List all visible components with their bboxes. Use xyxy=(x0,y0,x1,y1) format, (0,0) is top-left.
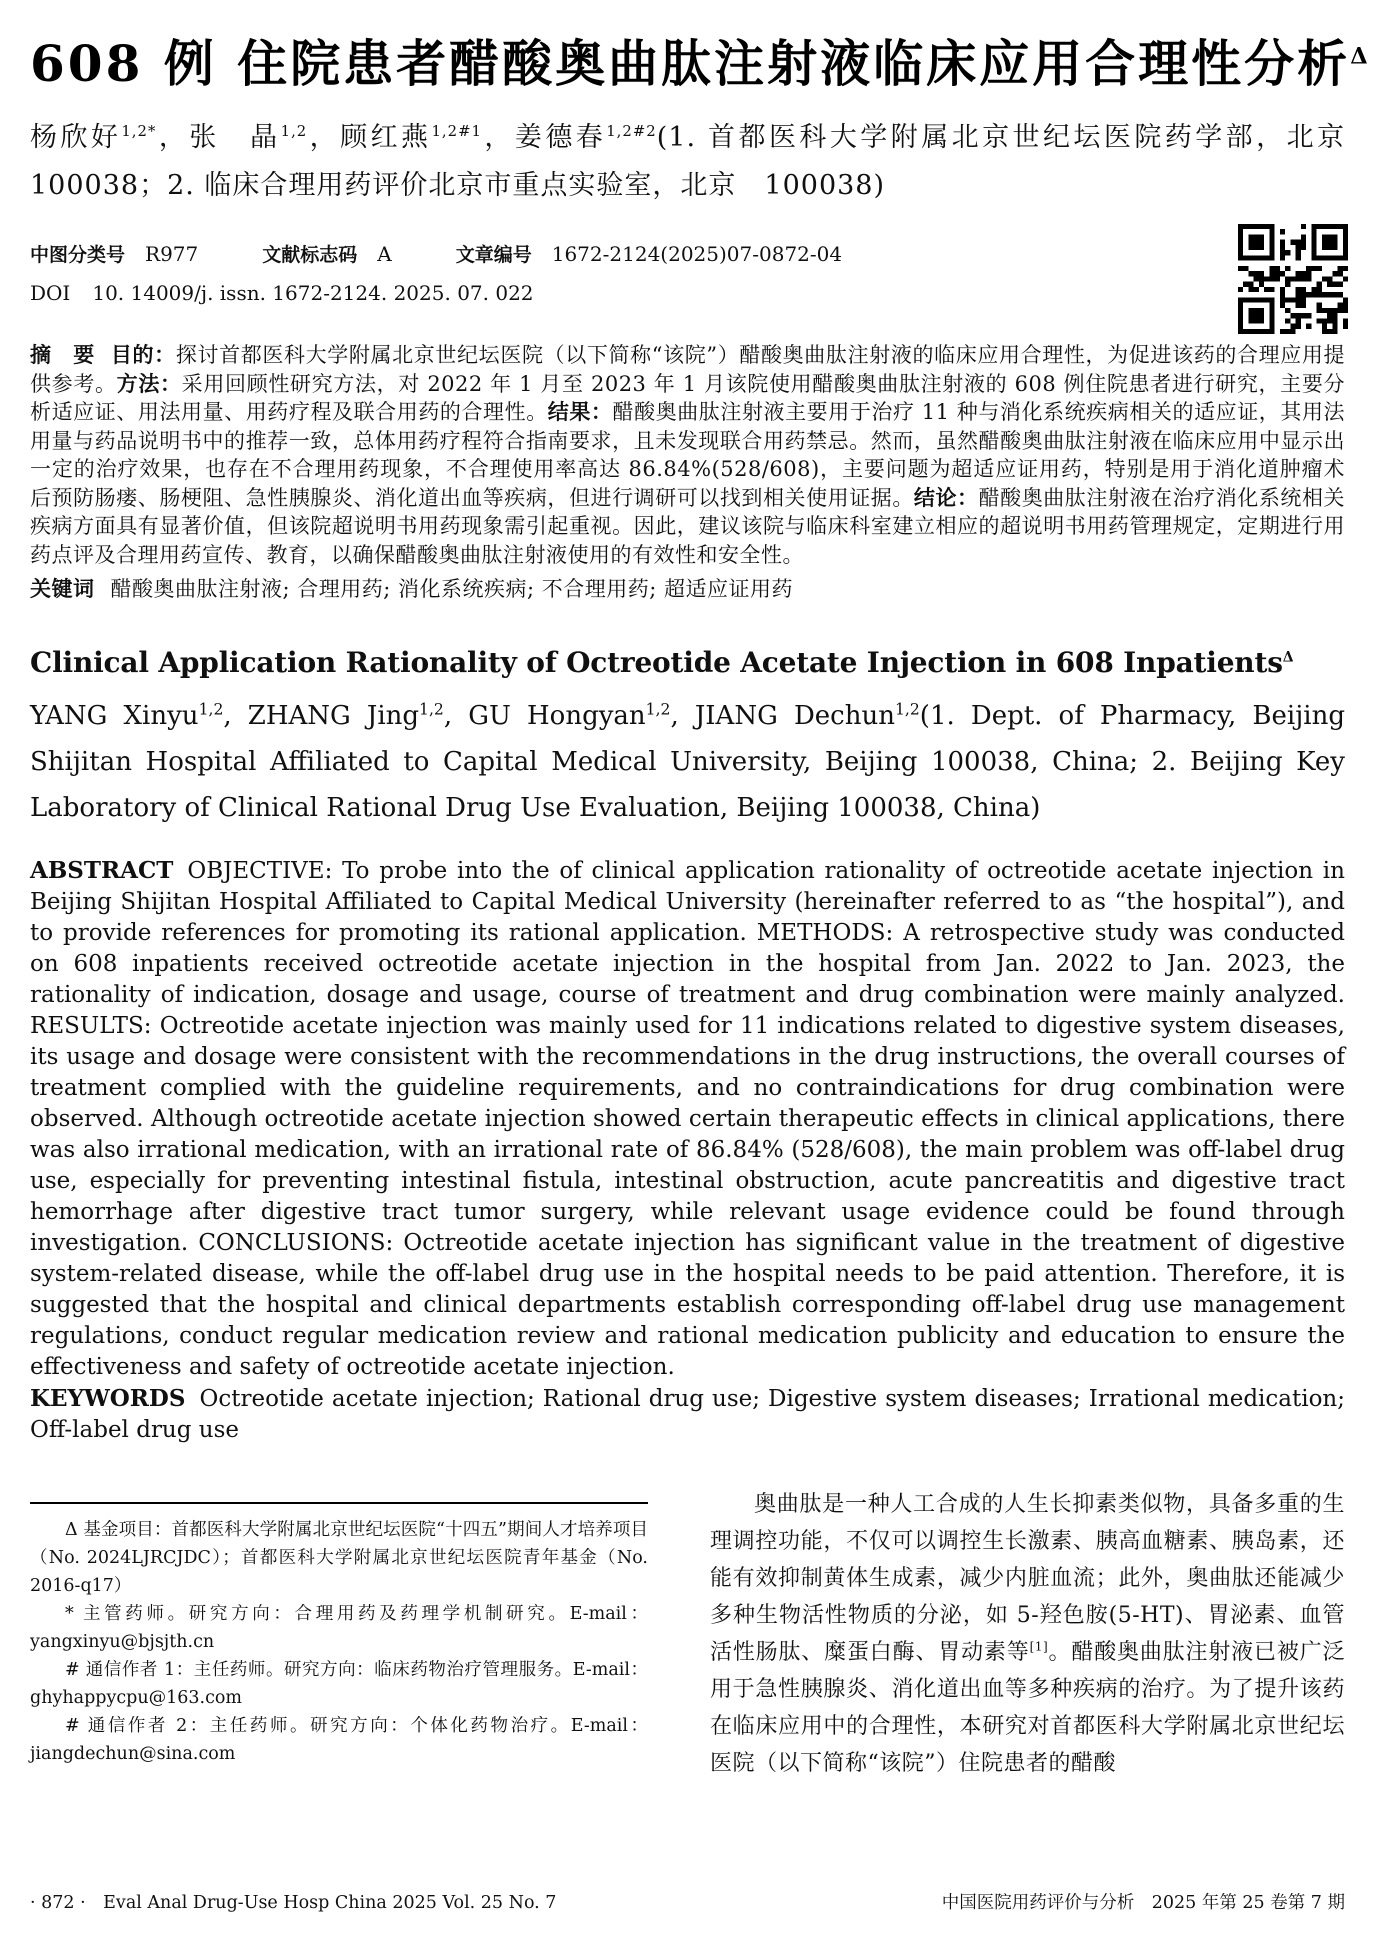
footer-left-journal-en: · 872 · Eval Anal Drug-Use Hosp China 2025 Vol. 25 No. 7 xyxy=(30,1893,557,1913)
abstract-objective-head: 目的： xyxy=(110,343,176,367)
abstract-cn-label: 摘 要 xyxy=(30,343,95,367)
abstract-en-objective-text: To probe into the of clinical application rationality of octreotide acetate injection in Beijing Shijitan Hospital Affiliated to Capital Medical University (hereinafter referred to as “the hospital”), and to provide references for promoting its rational application. xyxy=(30,858,1345,946)
article-title-cn-text: 608 例 住院患者醋酸奥曲肽注射液临床应用合理性分析 xyxy=(30,34,1351,93)
author-en-3: GU Hongyan$^{1,2}$ xyxy=(468,700,671,731)
footnote-corresponding-author-1: # 通信作者 1：主任药师。研究方向：临床药物治疗管理服务。E-mail：ghyhappycpu@163.com xyxy=(30,1660,648,1708)
footnote-first-author: * 主管药师。研究方向：合理用药及药理学机制研究。E-mail：yangxinyu@bjsjth.cn xyxy=(30,1604,648,1652)
doi-value: 10. 14009/j. issn. 1672-2124. 2025. 07. 022 xyxy=(92,281,534,305)
keywords-en-label: KEYWORDS xyxy=(30,1385,186,1412)
keywords-cn xyxy=(30,574,1345,604)
abstract-en xyxy=(30,855,1345,1383)
author-delim: ， xyxy=(481,122,515,153)
bottom-two-column-section xyxy=(30,1486,1345,1782)
footnote-fund-project: Δ 基金项目：首都医科大学附属北京世纪坛医院“十四五”期间人才培养项目（No. 2024LJRCJDC）；首都医科大学附属北京世纪坛医院青年基金（No. 2016-q17） xyxy=(30,1520,648,1596)
abstract-en-methods-text: A retrospective study was conducted on 608 inpatients received octreotide acetate injection in the hospital from Jan. 2022 to Jan. 2023, the rationality of indication, dosage and usage, course of treatment and drug combination were mainly analyzed. xyxy=(30,920,1345,1008)
abstract-conclusion-head: 结论： xyxy=(913,485,979,510)
author-delim: ， xyxy=(307,122,341,153)
title-fund-marker: Δ xyxy=(1350,43,1371,70)
keywords-cn-label: 关键词 xyxy=(30,577,95,601)
abstract-en-results-text: Octreotide acetate injection was mainly used for 11 indications related to digestive system diseases, its usage and dosage were consistent with the recommendations in the drug instructions, the overall courses of treatment complied with the guideline requirements, and no contraindications for drug combination were observed. Although octreotide acetate injection showed certain therapeutic effects in clinical applications, there was also irrational medication, with an irrational rate of 86.84% (528/608), the main problem was off-label drug use, especially for preventing intestinal fistula, intestinal obstruction, acute pancreatitis and digestive tract hemorrhage after digestive tract tumor surgery, while relevant usage evidence could be found through investigation. xyxy=(30,1013,1345,1256)
affiliation-cn: (1. 首都医科大学附属北京世纪坛医院药学部，北京 100038；2. 临床合理用药评价北京市重点实验室，北京 100038) xyxy=(30,122,1374,201)
author-en-2: ZHANG Jing$^{1,2}$ xyxy=(247,700,444,731)
author-cn-1: 杨欣好$^{1,2*}$ xyxy=(30,122,157,153)
author-cn-4: 姜德春$^{1,2\#2}$ xyxy=(514,122,657,153)
article-no-group xyxy=(456,240,842,267)
doc-code-group xyxy=(262,240,391,267)
intro-column xyxy=(710,1486,1345,1782)
abstract-objective-text: 探讨首都医科大学附属北京世纪坛医院（以下简称“该院”）醋酸奥曲肽注射液的临床应用合理性，为促进该药的合理应用提供参考。 xyxy=(30,343,1346,396)
abstract-en-results-head: RESULTS: xyxy=(30,1013,160,1039)
title-en-fund-marker: Δ xyxy=(1282,649,1294,666)
footnote-divider-rule xyxy=(30,1502,648,1504)
article-title-en: Clinical Application Rationality of Octreotide Acetate Injection in 608 Inpatients$^\Delta$ xyxy=(30,646,1294,679)
abstract-conclusion-text: 醋酸奥曲肽注射液在治疗消化系统相关疾病方面具有显著价值，但该院超说明书用药现象需引起重视。因此，建议该院与临床科室建立相应的超说明书用药管理规定，定期进行用药点评及合理用药宣传、教育，以确保醋酸奥曲肽注射液使用的有效性和安全性。 xyxy=(30,485,1346,567)
doi-label: DOI xyxy=(30,281,71,305)
qr-code-image xyxy=(1238,224,1348,334)
keywords-cn-text: 醋酸奥曲肽注射液; 合理用药; 消化系统疾病; 不合理用药; 超适应证用药 xyxy=(110,577,793,601)
clc-label: 中图分类号 xyxy=(30,244,126,266)
abstract-en-methods-head: METHODS: xyxy=(756,920,904,946)
article-no-label: 文章编号 xyxy=(455,244,532,266)
authors-cn-line xyxy=(30,114,1374,210)
author-delim: ， xyxy=(156,122,190,153)
abstract-en-objective-head: OBJECTIVE: xyxy=(187,858,343,884)
article-title-cn xyxy=(30,0,1371,96)
abstract-en-conclusions-head: CONCLUSIONS: xyxy=(198,1230,404,1256)
article-no-value: 1672-2124(2025)07-0872-04 xyxy=(551,242,843,266)
abstract-methods-text: 采用回顾性研究方法，对 2022 年 1 月至 2023 年 1 月该院使用醋酸奥曲肽注射液的 608 例住院患者进行研究，主要分析适应证、用法用量、用药疗程及联合用药的合理性。 xyxy=(30,371,1346,424)
author-cn-2: 张 晶$^{1,2}$ xyxy=(189,122,308,153)
footer-right-journal-cn: 中国医院用药评价与分析 2025 年第 25 卷第 7 期 xyxy=(941,1893,1345,1913)
reference-1-marker: [1] xyxy=(1029,1639,1049,1654)
abstract-en-label: ABSTRACT xyxy=(30,857,174,884)
authors-en-line xyxy=(30,693,1345,831)
footnote-corresponding-author-2: # 通信作者 2：主任药师。研究方向：个体化药物治疗。E-mail：jiangdechun@sina.com xyxy=(30,1716,648,1764)
abstract-results-text: 醋酸奥曲肽注射液主要用于治疗 11 种与消化系统疾病相关的适应证，其用法用量与药品说明书中的推荐一致，总体用药疗程符合指南要求，且未发现联合用药禁忌。然而，虽然醋酸奥曲肽注射液在临床应用中显示出一定的治疗效果，也存在不合理用药现象，不合理使用率高达 86.84%(528/608)，主要问题为超适应证用药，特别是用于消化道肿瘤术后预防肠瘘、肠梗阻、急性胰腺炎、消化道出血等疾病，但进行调研可以找到相关使用证据。 xyxy=(30,400,1346,510)
affiliation-en: (1. Dept. of Pharmacy, Beijing Shijitan Hospital Affiliated to Capital Medical University, Beijing 100038, China; 2. Beijing Key Laboratory of Clinical Rational Drug Use Evaluation, Beijing 100038, China) xyxy=(30,701,1345,823)
clc-group xyxy=(30,240,198,267)
author-en-delim: , xyxy=(443,701,469,731)
article-meta-row xyxy=(30,240,1345,267)
clc-value: R977 xyxy=(145,242,199,266)
abstract-cn xyxy=(30,341,1345,569)
abstract-en-conclusions-text: Octreotide acetate injection has significant value in the treatment of digestive system-related disease, while the off-label drug use in the hospital needs to be paid attention. Therefore, it is suggested that the hospital and clinical departments establish corresponding off-label drug use management regulations, conduct regular medication review and rational medication publicity and education to ensure the effectiveness and safety of octreotide acetate injection. xyxy=(30,1230,1346,1380)
keywords-en-text: Octreotide acetate injection; Rational drug use; Digestive system diseases; Irrational medication; Off-label drug use xyxy=(30,1386,1345,1443)
doc-code-label: 文献标志码 xyxy=(262,244,358,266)
author-en-4: JIANG Dechun$^{1,2}$ xyxy=(694,700,920,731)
author-cn-3: 顾红燕$^{1,2\#1}$ xyxy=(340,122,482,153)
keywords-en xyxy=(30,1383,1345,1446)
doi-row xyxy=(30,281,1345,305)
footnote-column xyxy=(30,1486,648,1782)
author-en-1: YANG Xinyu$^{1,2}$ xyxy=(30,700,224,731)
abstract-methods-head: 方法： xyxy=(116,371,182,396)
author-en-delim: , xyxy=(223,701,248,731)
intro-paragraph: 奥曲肽是一种人工合成的人生长抑素类似物，具备多重的生理调控功能，不仅可以调控生长激素、胰高血糖素、胰岛素，还能有效抑制黄体生成素，减少内脏血流；此外，奥曲肽还能减少多种生物活性物质的分泌，如 5-羟色胺(5-HT)、胃泌素、血管活性肠肽、糜蛋白酶、胃动素等[1]。醋酸奥曲肽注射液已被广泛用于急性胰腺炎、消化道出血等多种疾病的治疗。为了提升该药在临床应用中的合理性，本研究对首都医科大学附属北京世纪坛医院（以下简称“该院”）住院患者的醋酸 xyxy=(710,1492,1345,1776)
abstract-results-head: 结果： xyxy=(547,400,613,424)
page-footer xyxy=(30,1889,1345,1914)
author-en-delim: , xyxy=(670,701,695,731)
doc-code-value: A xyxy=(377,242,392,266)
